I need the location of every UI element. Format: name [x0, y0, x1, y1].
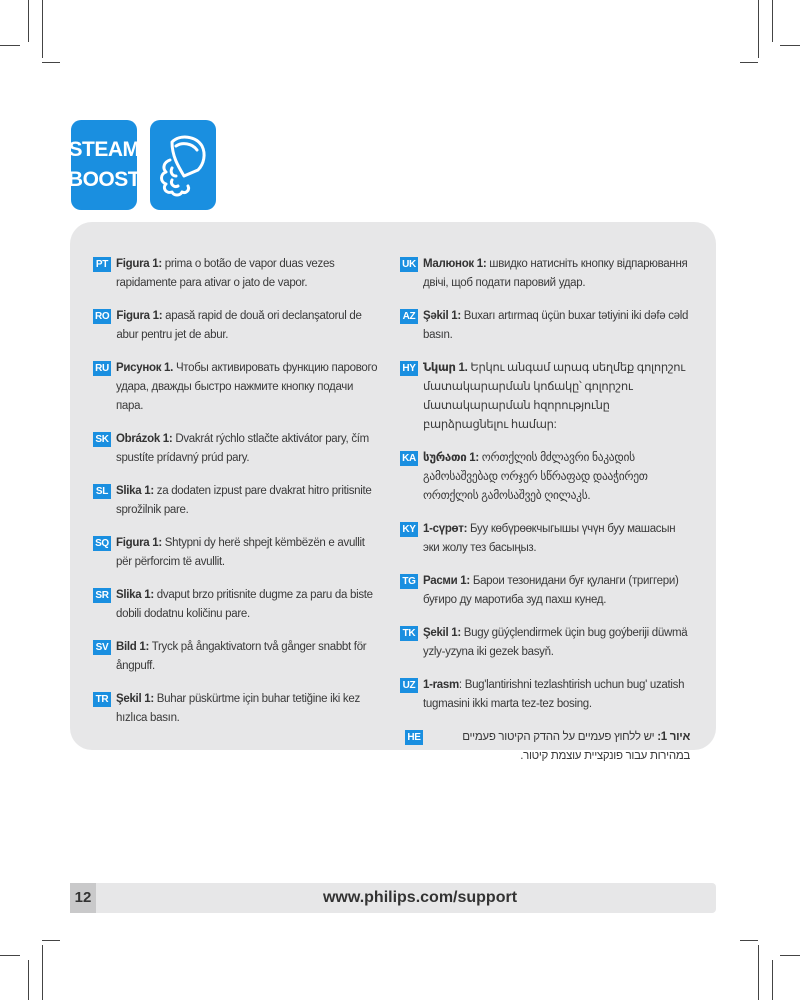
- language-code-badge: TG: [400, 574, 418, 589]
- language-entry: [93, 359, 383, 416]
- figure-label: Figura 1:: [116, 537, 162, 549]
- language-entry: [400, 676, 690, 714]
- language-code-badge: SL: [93, 484, 111, 499]
- steam-boost-label: [67, 120, 141, 210]
- language-code-badge: KA: [400, 451, 418, 466]
- instruction-body: Буу көбүрөөкчыгышы үчүн буу машасын эки жолу тез басыңыз.: [423, 523, 676, 554]
- language-code-badge: HE: [405, 730, 423, 745]
- language-entry: [93, 690, 383, 728]
- figure-label: Slika 1:: [116, 589, 154, 601]
- figure-label: Şekil 1:: [116, 693, 154, 705]
- language-entry: [93, 586, 383, 624]
- figure-label: איור 1:: [657, 731, 690, 743]
- language-entry: [93, 534, 383, 572]
- instruction-text: [116, 586, 383, 624]
- language-code-badge: TK: [400, 626, 418, 641]
- instruction-body: Shtypni dy herë shpejt këmbëzën e avullit për përforcim të avullit.: [116, 537, 365, 568]
- language-code-badge: RU: [93, 361, 111, 376]
- figure-label: Рисунок 1.: [116, 362, 174, 374]
- language-code-badge: UK: [400, 257, 418, 272]
- instruction-body: apasă rapid de două ori declanşatorul de abur pentru jet de abur.: [116, 310, 362, 341]
- figure-label: 1-сүрөт:: [423, 523, 468, 535]
- language-code-badge: KY: [400, 522, 418, 537]
- instruction-body: prima o botão de vapor duas vezes rapidamente para ativar o jato de vapor.: [116, 258, 335, 289]
- figure-label: Slika 1:: [116, 485, 154, 497]
- badge-line-2: BOOST: [67, 168, 141, 191]
- crop-mark: [772, 0, 773, 42]
- crop-mark: [740, 940, 758, 941]
- language-entry: [93, 255, 383, 293]
- instruction-text: [116, 307, 383, 345]
- language-code-badge: SR: [93, 588, 111, 603]
- figure-label: Նկար 1.: [423, 362, 468, 374]
- instruction-text: [116, 534, 383, 572]
- language-code-badge: TR: [93, 692, 111, 707]
- instruction-text: [423, 520, 690, 558]
- language-entry: [400, 307, 690, 345]
- instruction-body: Bugy güýçlendirmek üçin bug goýberiji düwmä yzly-yzyna iki gezek basyň.: [423, 627, 688, 658]
- language-code-badge: PT: [93, 257, 111, 272]
- crop-mark: [0, 45, 20, 46]
- page-number: 12: [70, 883, 96, 913]
- crop-mark: [780, 45, 800, 46]
- figure-label: 1-rasm: [423, 679, 459, 691]
- figure-label: Bild 1:: [116, 641, 150, 653]
- language-entry: [93, 638, 383, 676]
- language-entry: [400, 624, 690, 662]
- right-column: [400, 255, 690, 780]
- figure-label: Figura 1:: [116, 258, 162, 270]
- language-entry: [93, 307, 383, 345]
- instruction-text: [423, 449, 690, 506]
- language-entry: [93, 482, 383, 520]
- language-code-badge: SQ: [93, 536, 111, 551]
- crop-mark: [28, 960, 29, 1000]
- instruction-text: [423, 359, 690, 435]
- crop-mark: [0, 955, 20, 956]
- language-code-badge: SV: [93, 640, 111, 655]
- crop-mark: [758, 0, 759, 58]
- instruction-body: Buhar püskürtme için buhar tetiğine iki kez hızlıca basın.: [116, 693, 360, 724]
- instruction-text: [423, 676, 690, 714]
- figure-label: Расми 1:: [423, 575, 470, 587]
- instruction-text: [116, 690, 383, 728]
- language-entry: [400, 572, 690, 610]
- instruction-text: [423, 624, 690, 662]
- instruction-body: Чтобы активировать функцию парового удара, дважды быстро нажмите кнопку подачи пара.: [116, 362, 378, 412]
- instruction-body: швидко натисніть кнопку відпарювання двічі, щоб подати паровий удар.: [423, 258, 688, 289]
- crop-mark: [42, 62, 60, 63]
- figure-label: სურათი 1:: [423, 452, 479, 464]
- language-entry: [93, 430, 383, 468]
- instruction-body: Tryck på ångaktivatorn två gånger snabbt för ångpuff.: [116, 641, 367, 672]
- instruction-text: [116, 482, 383, 520]
- language-entry: [400, 255, 690, 293]
- instruction-body: Երկու անգամ արագ սեղմեք գոլորշու մատակարարման կոճակը՝ գոլորշու մատակարարման հզորությունը բարձրացնելու համար:: [423, 362, 685, 431]
- instruction-body: za dodaten izpust pare dvakrat hitro pritisnite sprožilnik pare.: [116, 485, 372, 516]
- crop-mark: [42, 940, 60, 941]
- instruction-text: [116, 430, 383, 468]
- crop-mark: [740, 62, 758, 63]
- language-entry: [400, 728, 690, 766]
- instruction-text: [423, 728, 690, 766]
- language-entry: [400, 449, 690, 506]
- instruction-body: ორთქლის მძლავრი ნაკადის გამოსაშვებად ორჯერ სწრაფად დააჭირეთ ორთქლის გამოსაშვებ ღილაკს.: [423, 452, 648, 502]
- crop-mark: [42, 0, 43, 58]
- crop-mark: [758, 945, 759, 1000]
- instruction-text: [116, 255, 383, 293]
- language-code-badge: AZ: [400, 309, 418, 324]
- instruction-body: Dvakrát rýchlo stlačte aktivátor pary, čím spustíte prídavný prúd pary.: [116, 433, 369, 464]
- figure-label: Şəkil 1:: [423, 310, 461, 322]
- instruction-text: [116, 638, 383, 676]
- instruction-body: יש ללחוץ פעמיים על ההדק הקיטור פעמיים במהירות עבור פונקציית עוצמת קיטור.: [462, 731, 690, 762]
- crop-mark: [772, 960, 773, 1000]
- language-code-badge: SK: [93, 432, 111, 447]
- badge-line-1: STEAM: [68, 138, 140, 161]
- crop-mark: [780, 955, 800, 956]
- figure-label: Figura 1:: [116, 310, 163, 322]
- figure-label: Малюнок 1:: [423, 258, 487, 270]
- language-code-badge: UZ: [400, 678, 418, 693]
- support-url: www.philips.com/support: [322, 889, 518, 906]
- instruction-body: Барои тезонидани буғ қуланги (триггери) буғиро ду маротиба зуд пахш кунед.: [423, 575, 679, 606]
- instruction-body: : Bug'lantirishni tezlashtirish uchun bug' uzatish tugmasini ikki marta tez-tez bosing.: [423, 679, 685, 710]
- instruction-text: [423, 307, 690, 345]
- language-code-badge: HY: [400, 361, 418, 376]
- figure-label: Obrázok 1:: [116, 433, 173, 445]
- instruction-body: dvaput brzo pritisnite dugme za paru da biste dobili dodatnu količinu pare.: [116, 589, 373, 620]
- figure-label: Şekil 1:: [423, 627, 461, 639]
- instruction-body: Buxarı artırmaq üçün buxar tətiyini iki dəfə cəld basın.: [423, 310, 689, 341]
- steam-iron-icon: [150, 120, 216, 210]
- language-code-badge: RO: [95, 311, 110, 322]
- instruction-text: [116, 359, 383, 416]
- crop-mark: [42, 945, 43, 1000]
- crop-mark: [28, 0, 29, 42]
- instruction-text: [423, 255, 690, 293]
- language-entry: [400, 520, 690, 558]
- left-column: [93, 255, 383, 742]
- instruction-text: [423, 572, 690, 610]
- language-entry: [400, 359, 690, 435]
